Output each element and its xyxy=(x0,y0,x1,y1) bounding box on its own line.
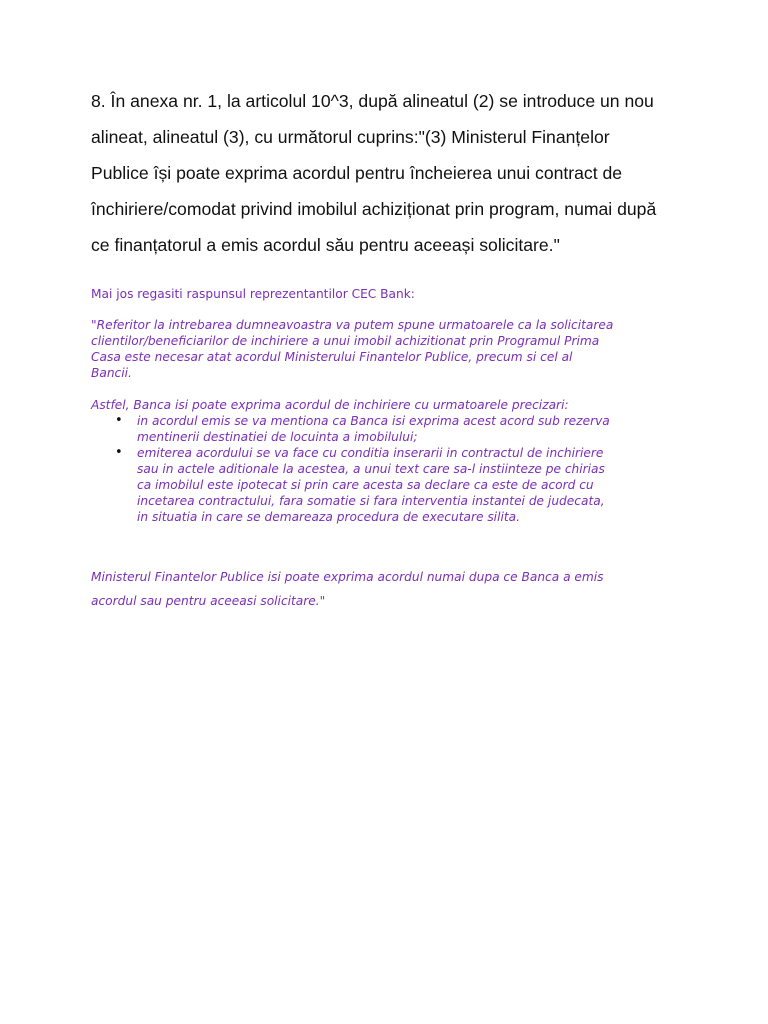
list-item-line: sau in actele aditionale la acestea, a unui text care sa-l instiinteze pe chirias xyxy=(137,462,605,476)
list-item-line: in situatia in care se demareaza procedura de executare silita. xyxy=(137,510,520,524)
article-line: închiriere/comodat privind imobilul achiziționat prin program, numai după xyxy=(91,199,657,219)
article-line: 8. În anexa nr. 1, la articolul 10^3, după alineatul (2) se introduce un nou xyxy=(91,91,654,111)
list-item-line: ca imobilul este ipotecat si prin care acesta sa declare ca este de acord cu xyxy=(137,478,594,492)
ministry-paragraph xyxy=(91,565,691,613)
reply-quote-paragraph xyxy=(91,317,691,381)
list-item-line: incetarea contractului, fara somatie si fara interventia instantei de judecata, xyxy=(137,494,605,508)
ministry-line: acordul sau pentru aceeasi solicitare." xyxy=(91,594,326,608)
conditions-list xyxy=(91,413,691,525)
bank-reply xyxy=(91,286,691,525)
reply-intro: Mai jos regasiti raspunsul reprezentantilor CEC Bank: xyxy=(91,287,415,301)
list-item-line: mentinerii destinatiei de locuinta a imobilului; xyxy=(137,430,418,444)
list-item-line: in acordul emis se va mentiona ca Banca isi exprima acest acord sub rezerva xyxy=(137,414,610,428)
list-item xyxy=(91,413,691,445)
reply-quote-line: clientilor/beneficiarilor de inchiriere a unui imobil achizitionat prin Programul Prima xyxy=(91,334,600,348)
ministry-line: Ministerul Finantelor Publice isi poate exprima acordul numai dupa ce Banca a emis xyxy=(91,570,604,584)
article-line: ce finanțatorul a emis acordul său pentru aceeași solicitare." xyxy=(91,235,560,255)
list-item xyxy=(91,445,691,525)
bullet-icon: • xyxy=(115,445,123,460)
reply-conditions-intro: Astfel, Banca isi poate exprima acordul de inchiriere cu urmatoarele precizari: xyxy=(91,398,569,412)
bullet-icon: • xyxy=(115,413,123,428)
article-line: alineat, alineatul (3), cu următorul cuprins:"(3) Ministerul Finanțelor xyxy=(91,127,610,147)
article-paragraph xyxy=(91,83,691,263)
article-line: Publice își poate exprima acordul pentru încheierea unui contract de xyxy=(91,163,623,183)
reply-quote-line: Bancii. xyxy=(91,366,132,380)
reply-quote-line: Casa este necesar atat acordul Ministerului Finantelor Publice, precum si cel al xyxy=(91,350,573,364)
reply-quote-line: "Referitor la intrebarea dumneavoastra va putem spune urmatoarele ca la solicitarea xyxy=(91,318,614,332)
list-item-line: emiterea acordului se va face cu conditia inserarii in contractul de inchiriere xyxy=(137,446,604,460)
